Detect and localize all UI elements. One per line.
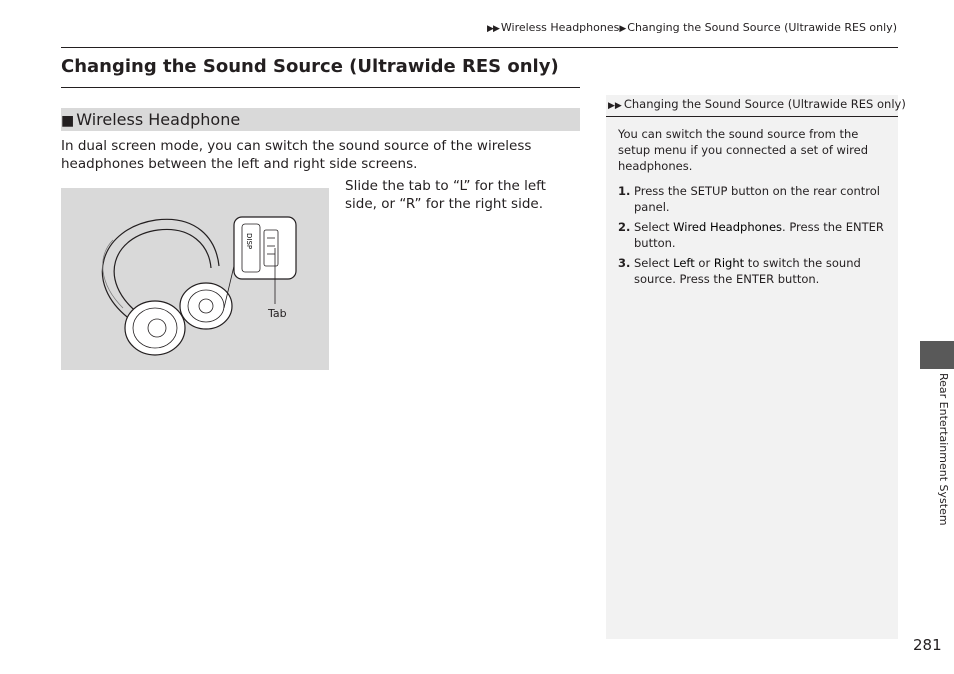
arrow-icon: ▶ [619,24,626,34]
step-text: Select [634,256,674,270]
page-title: Changing the Sound Source (Ultrawide RES only) [61,56,559,77]
chapter-tab-marker[interactable] [920,341,954,369]
menu-term-right: Right [713,256,745,270]
reference-icon: ▶▶ [608,101,622,111]
tab-callout-label: Tab [268,307,287,320]
slide-instruction: Slide the tab to “L” for the left side, or “R” for the right side. [345,178,546,212]
side-note-panel [606,95,906,639]
step-text: to switch the sound source. Press the ENTER button. [634,256,861,286]
step-number: 2. [618,220,631,234]
step-text: . Press the ENTER button. [634,220,884,250]
step-item-2 [618,219,886,251]
section-heading [61,108,580,131]
double-arrow-icon: ▶▶ [487,24,499,34]
breadcrumb-item-1[interactable]: Wireless Headphones [500,21,620,34]
square-bullet-icon: ■ [61,113,75,129]
menu-term-left: Left [673,256,695,270]
section-heading-text: Wireless Headphone [76,110,241,129]
breadcrumb-item-2[interactable]: Changing the Sound Source (Ultrawide RES only) [627,21,897,34]
title-divider [61,87,580,88]
step-number: 1. [618,184,631,198]
step-item-3 [618,255,886,287]
step-text: or [694,256,714,270]
step-item-1 [618,183,886,215]
step-number: 3. [618,256,631,270]
top-divider [61,47,898,48]
menu-term-wired-headphones: Wired Headphones [673,220,783,234]
side-note-heading-text: Changing the Sound Source (Ultrawide RES only) [623,97,906,111]
svg-text:DISP: DISP [245,233,253,250]
breadcrumb [487,21,897,34]
headphones-illustration [61,188,329,370]
side-note-heading [606,95,906,117]
headphones-drawing [61,188,329,370]
step-text: Select [634,220,674,234]
side-note-intro: You can switch the sound source from the setup menu if you connected a set of wired headphones. [618,127,869,173]
chapter-side-label: Rear Entertainment System [937,373,950,526]
intro-paragraph: In dual screen mode, you can switch the sound source of the wireless headphones between the left and right side screens. [61,138,532,172]
steps-list [618,183,886,287]
page-number: 281 [913,636,942,654]
step-text: Press the SETUP button on the rear control panel. [634,184,880,214]
